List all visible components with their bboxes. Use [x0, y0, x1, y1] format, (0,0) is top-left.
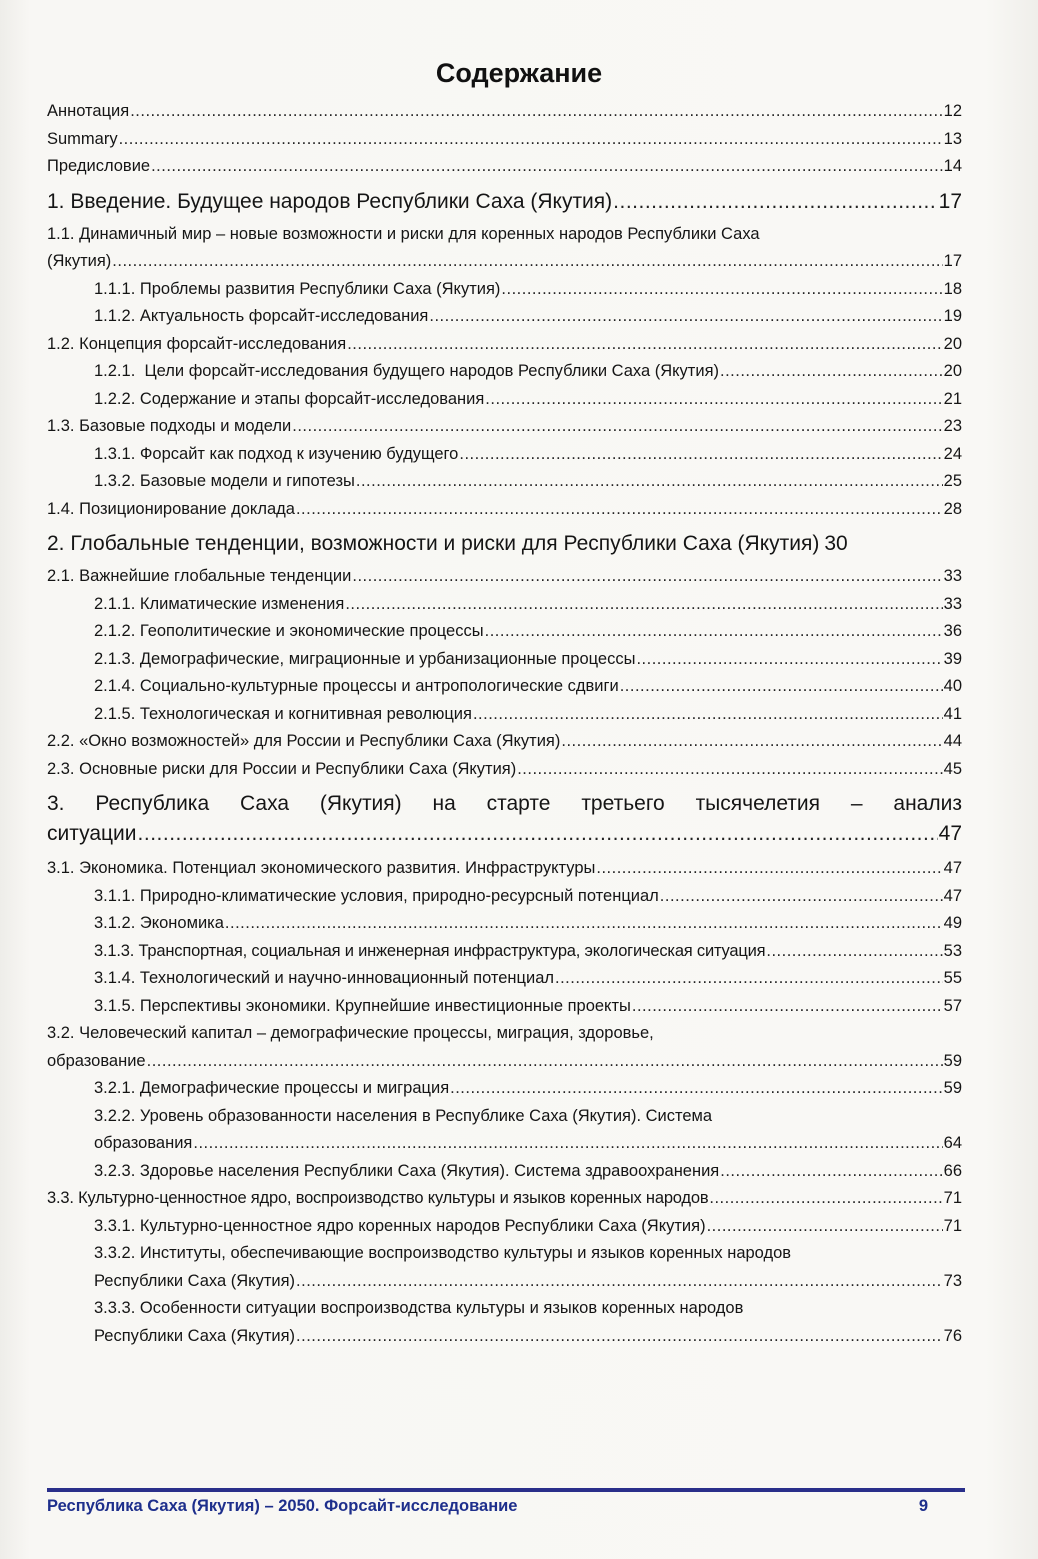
toc-page: 47 — [943, 859, 962, 877]
toc-word: старте — [486, 792, 551, 815]
toc-dots — [555, 965, 943, 993]
toc-dots — [720, 358, 943, 386]
toc-page: 76 — [943, 1326, 962, 1345]
toc-label: Summary — [47, 129, 118, 148]
toc-label: 1.3.2. Базовые модели и гипотезы — [94, 472, 355, 490]
toc-section-3-1[interactable] — [47, 855, 962, 883]
toc-subsection-3-3-3[interactable] — [47, 1295, 962, 1350]
toc-subsection-2-1-3[interactable] — [47, 646, 962, 674]
toc-label-line1: 3.3.2. Институты, обеспечивающие воспроизводство культуры и языков коренных народов — [94, 1244, 792, 1262]
toc-dots — [138, 819, 938, 849]
toc-label: 3.3.1. Культурно-ценностное ядро коренных народов Республики Саха (Якутия) — [94, 1216, 706, 1235]
toc-subsection-3-2-3[interactable] — [47, 1158, 962, 1186]
toc-label: 2.1.1. Климатические изменения — [94, 594, 345, 613]
toc-word: – — [850, 792, 863, 815]
toc-label: 2.1.5. Технологическая и когнитивная революция — [94, 704, 472, 723]
toc-page: 39 — [943, 649, 962, 668]
toc-page: 66 — [943, 1161, 962, 1180]
toc-label: 2.1.3. Демографические, миграционные и урбанизационные процессы — [94, 649, 636, 668]
toc-dots — [147, 1048, 943, 1076]
toc-label-line2: образования — [94, 1134, 193, 1152]
toc-page: 55 — [943, 969, 962, 987]
toc-subsection-1-1-2[interactable] — [47, 303, 962, 331]
toc-dots — [620, 673, 943, 701]
toc-label: 3.1.5. Перспективы экономики. Крупнейшие инвестиционные проекты — [94, 996, 631, 1015]
toc-subsection-3-3-1[interactable] — [47, 1213, 962, 1241]
toc-subsection-3-2-1[interactable] — [47, 1075, 962, 1103]
toc-dots — [596, 855, 942, 883]
toc-label: 3.1.1. Природно-климатические условия, природно-ресурсный потенциал — [94, 886, 659, 905]
toc-page: 47 — [943, 886, 962, 905]
toc-dots — [707, 1213, 943, 1241]
toc-dots — [347, 331, 942, 359]
toc-page: 41 — [943, 704, 962, 723]
toc-label-line2: образование — [47, 1051, 146, 1070]
toc-dots — [112, 248, 942, 276]
footer-rule — [47, 1488, 965, 1492]
toc-dots — [766, 938, 942, 966]
toc-dots — [561, 728, 942, 756]
toc-page: 71 — [943, 1216, 962, 1235]
toc-label-line1: 1.1. Динамичный мир – новые возможности и риски для коренных народов Республики Саха — [47, 224, 760, 243]
toc-dots — [613, 187, 937, 217]
toc-page: 28 — [943, 499, 962, 518]
toc-dots — [459, 441, 942, 469]
toc-label: 2.1.4. Социально-культурные процессы и антропологические сдвиги — [94, 677, 619, 695]
toc-label: 1. Введение. Будущее народов Республики Саха (Якутия) — [47, 189, 613, 213]
toc-label: 3.1.3. Транспортная, социальная и инженерная инфраструктура, экологическая ситуация — [94, 941, 766, 960]
toc-dots — [450, 1075, 943, 1103]
toc-label: 2.2. «Окно возможностей» для России и Республики Саха (Якутия) — [47, 732, 561, 750]
toc-subsection-2-1-1[interactable] — [47, 591, 962, 619]
toc-word: (Якутия) — [319, 792, 402, 815]
toc-word: на — [432, 792, 456, 815]
toc-subsection-1-2-2[interactable] — [47, 386, 962, 414]
toc-label-line1: 3.2.2. Уровень образованности населения в Республике Саха (Якутия). Система — [94, 1106, 713, 1125]
toc-subsection-2-1-2[interactable] — [47, 618, 962, 646]
toc-dots — [632, 993, 943, 1021]
toc-dots — [720, 1158, 942, 1186]
toc-label-line1: 3.3.3. Особенности ситуации воспроизводства культуры и языков коренных народов — [94, 1299, 744, 1317]
toc-label: 1.2.1. Цели форсайт-исследования будущего народов Республики Саха (Якутия) — [94, 362, 720, 380]
toc-label: 1.1.2. Актуальность форсайт-исследования — [94, 307, 429, 325]
footer-title: Республика Саха (Якутия) – 2050. Форсайт-исследование — [47, 1497, 518, 1515]
toc-label: 2. Глобальные тенденции, возможности и риски для Республики Саха (Якутия) — [47, 532, 820, 555]
toc-page: 64 — [943, 1134, 962, 1152]
toc-page: 53 — [943, 941, 962, 960]
toc-page: 47 — [938, 822, 962, 845]
toc-section-2-1[interactable] — [47, 563, 962, 591]
toc-dots — [296, 1268, 943, 1296]
toc-subsection-3-2-2[interactable] — [47, 1103, 962, 1158]
toc-label: 2.1. Важнейшие глобальные тенденции — [47, 567, 352, 585]
toc-page: 73 — [943, 1271, 962, 1290]
toc-page: 40 — [943, 677, 962, 695]
toc-label: 3.2.1. Демографические процессы и миграция — [94, 1079, 450, 1097]
toc-entry-annotation[interactable] — [47, 98, 962, 126]
toc-section-1-2[interactable] — [47, 331, 962, 359]
toc-word: Республика — [95, 792, 210, 815]
toc-dots — [130, 98, 942, 126]
toc-section-1-4[interactable] — [47, 496, 962, 524]
toc-label: 2.3. Основные риски для России и Республики Саха (Якутия) — [47, 759, 517, 778]
toc-page: 57 — [943, 996, 962, 1015]
toc-dots — [296, 496, 943, 524]
toc-label-line2: ситуации — [47, 822, 137, 845]
toc-page: 17 — [938, 189, 962, 213]
toc-subsection-2-1-5[interactable] — [47, 701, 962, 729]
toc-subsection-1-1-1[interactable] — [47, 276, 962, 304]
toc-page: 21 — [943, 389, 962, 408]
toc-word: Саха — [239, 792, 290, 815]
toc-dots — [517, 756, 942, 784]
toc-subsection-1-2-1[interactable] — [47, 358, 962, 386]
toc-label: 1.4. Позиционирование доклада — [47, 499, 295, 518]
toc-label: 3.2.3. Здоровье населения Республики Саха (Якутия). Система здравоохранения — [94, 1161, 720, 1180]
toc-label: 3.1.4. Технологический и научно-инновационный потенциал — [94, 969, 555, 987]
toc-section-3-2[interactable] — [47, 1020, 962, 1075]
toc-label: 1.3.1. Форсайт как подход к изучению будущего — [94, 444, 459, 463]
toc-label: Аннотация — [47, 102, 130, 120]
toc-dots — [352, 563, 942, 591]
toc-label: 3.3. Культурно-ценностное ядро, воспроизводство культуры и языков коренных народов — [47, 1189, 709, 1207]
toc-subsection-3-3-2[interactable] — [47, 1240, 962, 1295]
toc-page: 45 — [943, 759, 962, 778]
toc-label-line1 — [47, 789, 962, 819]
toc-subsection-1-3-1[interactable] — [47, 441, 962, 469]
toc-subsection-3-1-5[interactable] — [47, 993, 962, 1021]
toc-dots — [636, 646, 942, 674]
toc-dots — [485, 618, 943, 646]
toc-dots — [345, 591, 942, 619]
toc-label: 1.2. Концепция форсайт-исследования — [47, 334, 347, 353]
toc-subsection-3-1-1[interactable] — [47, 883, 962, 911]
toc-page: 49 — [943, 914, 962, 932]
toc-subsection-3-1-4[interactable] — [47, 965, 962, 993]
toc-section-1-1[interactable] — [47, 221, 962, 276]
toc-label-line2: Республики Саха (Якутия) — [94, 1271, 296, 1290]
toc-dots — [356, 468, 943, 496]
toc-chapter-3[interactable] — [47, 789, 962, 849]
toc-chapter-1[interactable] — [47, 187, 962, 217]
toc-section-2-3[interactable] — [47, 756, 962, 784]
toc-entry-summary[interactable] — [47, 126, 962, 154]
toc-entry-preface[interactable] — [47, 153, 962, 181]
footer-page-number: 9 — [918, 1497, 928, 1515]
toc-label-line2: Республики Саха (Якутия) — [94, 1326, 296, 1345]
toc-label: 1.1.1. Проблемы развития Республики Саха (Якутия) — [94, 279, 501, 298]
toc-word: тысячелетия — [695, 792, 821, 815]
toc-dots — [660, 883, 943, 911]
toc-page: 14 — [943, 157, 962, 175]
toc-dots — [119, 126, 943, 154]
toc-dots — [429, 303, 942, 331]
toc-dots — [501, 276, 942, 304]
toc-chapter-2[interactable] — [47, 529, 962, 559]
toc-page: 18 — [943, 279, 962, 298]
toc-subsection-2-1-4[interactable] — [47, 673, 962, 701]
toc-label: 3.1. Экономика. Потенциал экономического развития. Инфраструктуры — [47, 859, 596, 877]
toc-page: 24 — [943, 444, 962, 463]
toc-dots — [296, 1323, 943, 1351]
toc-word: 3. — [47, 792, 65, 815]
toc-word: анализ — [893, 792, 962, 815]
toc-dots — [193, 1130, 942, 1158]
toc-page: 33 — [943, 567, 962, 585]
toc-label: Предисловие — [47, 157, 151, 175]
toc-page: 59 — [943, 1051, 962, 1070]
toc-section-3-3[interactable] — [47, 1185, 962, 1213]
toc-subsection-3-1-2[interactable] — [47, 910, 962, 938]
toc-dots — [485, 386, 942, 414]
toc-section-2-2[interactable] — [47, 728, 962, 756]
toc-dots — [709, 1185, 942, 1213]
toc-word: третьего — [581, 792, 665, 815]
toc-page: 20 — [943, 334, 962, 353]
toc-page: 44 — [943, 732, 962, 750]
toc-page: 13 — [943, 129, 962, 148]
toc-dots — [151, 153, 943, 181]
toc-page: 71 — [943, 1189, 962, 1207]
toc-label-line2: (Якутия) — [47, 252, 112, 270]
page-title: Содержание — [435, 58, 603, 88]
toc-label: 3.1.2. Экономика — [94, 914, 224, 932]
toc-subsection-3-1-3[interactable] — [47, 938, 962, 966]
toc-page: 12 — [943, 102, 962, 120]
toc-dots — [473, 701, 943, 729]
toc-page: 59 — [943, 1079, 962, 1097]
toc-label-line1: 3.2. Человеческий капитал – демографические процессы, миграция, здоровье, — [47, 1024, 654, 1042]
toc-page: 36 — [943, 622, 962, 640]
toc-page: 23 — [943, 417, 962, 435]
toc-label: 2.1.2. Геополитические и экономические процессы — [94, 622, 484, 640]
toc-subsection-1-3-2[interactable] — [47, 468, 962, 496]
toc-page: 30 — [824, 532, 848, 555]
toc-label: 1.3. Базовые подходы и модели — [47, 417, 292, 435]
toc-page: 33 — [943, 594, 962, 613]
toc-section-1-3[interactable] — [47, 413, 962, 441]
toc-page: 20 — [943, 362, 962, 380]
toc-page: 25 — [943, 472, 962, 490]
table-of-contents — [47, 98, 962, 1350]
toc-page: 19 — [943, 307, 962, 325]
toc-dots — [225, 910, 943, 938]
toc-page: 17 — [943, 252, 962, 270]
toc-label: 1.2.2. Содержание и этапы форсайт-исследования — [94, 389, 485, 408]
toc-dots — [292, 413, 942, 441]
